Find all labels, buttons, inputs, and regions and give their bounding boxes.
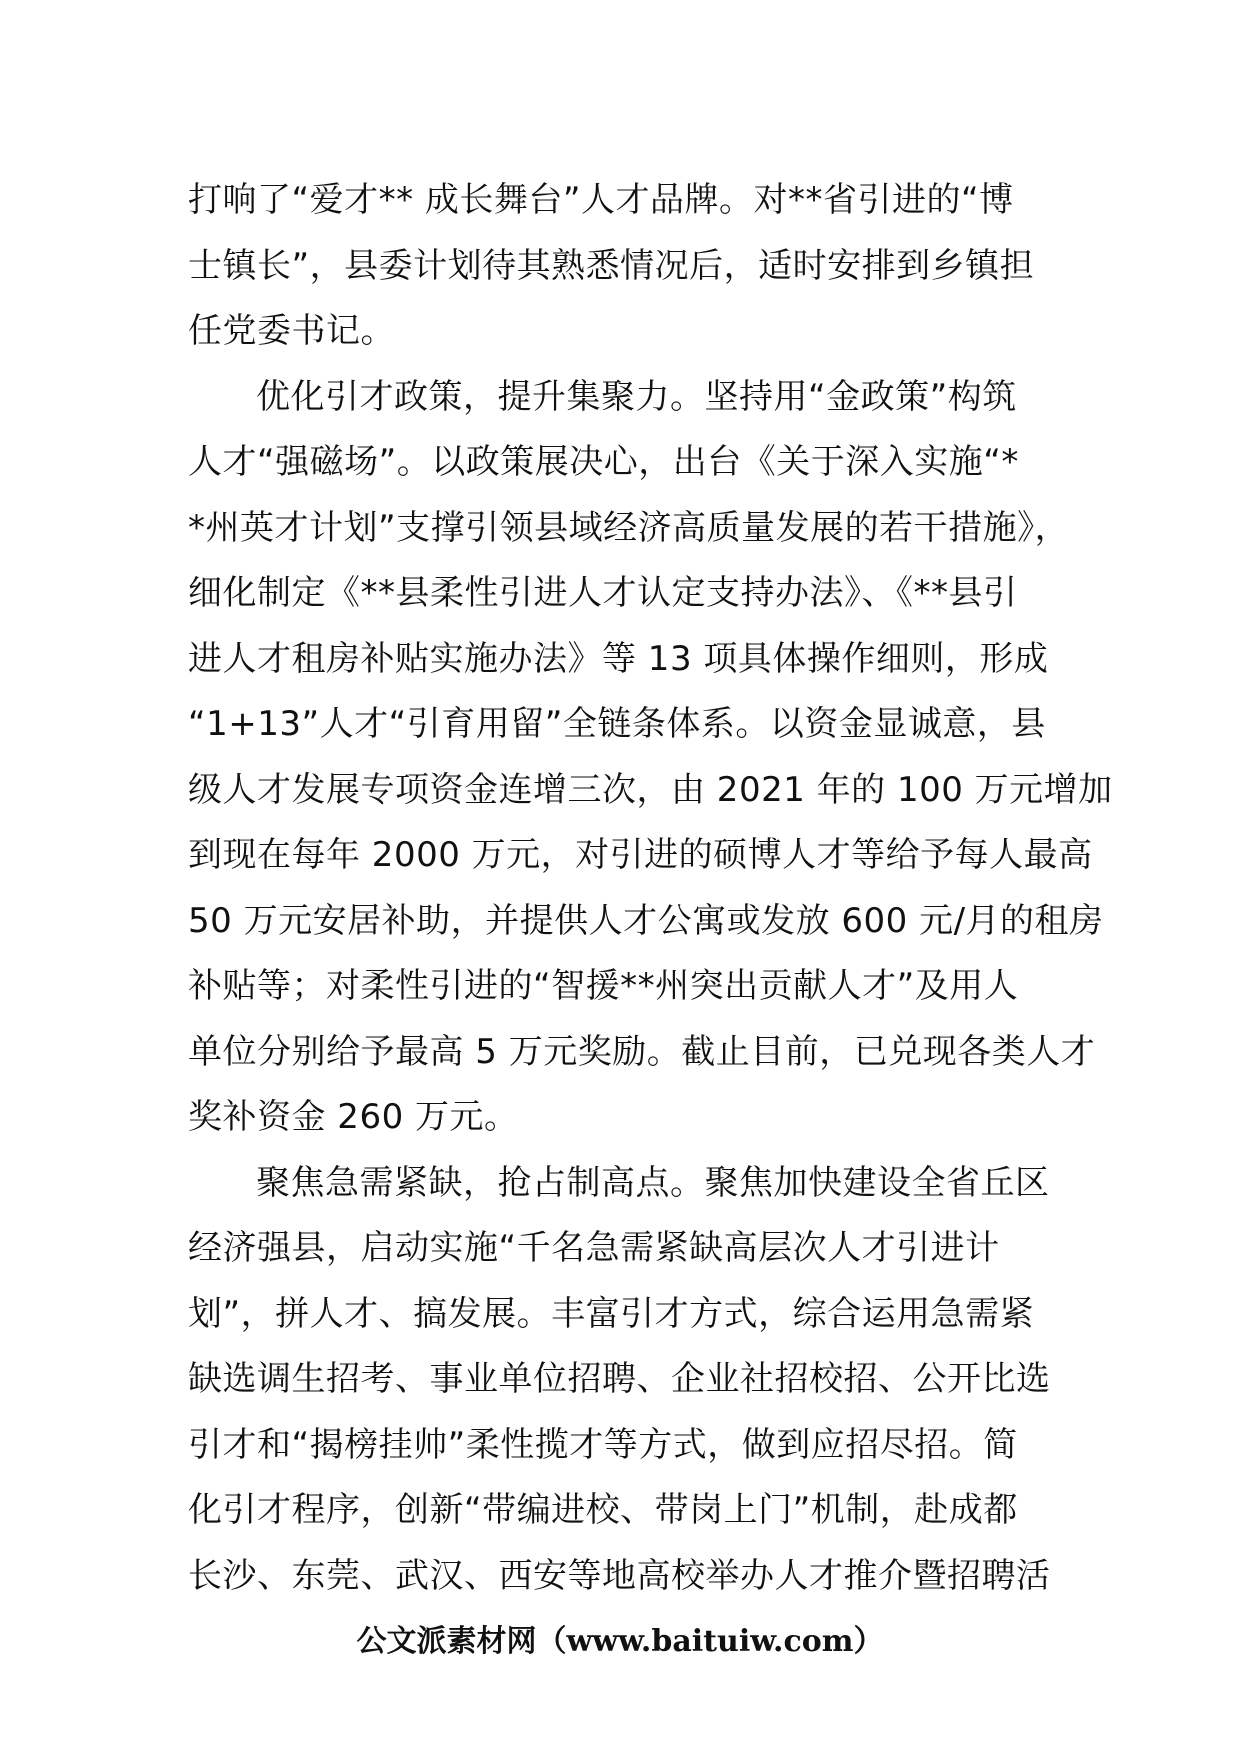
text-line: 单位分别给予最高 5 万元奖励。截止目前，已兑现各类人才 <box>188 1031 1096 1072</box>
text-line: 引才和“揭榜挂帅”柔性揽才等方式，做到应招尽招。简 <box>188 1424 1018 1465</box>
paragraph-start-line: 优化引才政策，提升集聚力。坚持用“金政策”构筑 <box>256 376 1017 417</box>
text-line: 进人才租房补贴实施办法》等 13 项具体操作细则，形成 <box>188 638 1049 679</box>
footer-watermark: 公文派素材网（www.baituiw.com） <box>356 1624 884 1659</box>
text-line: 任党委书记。 <box>188 311 395 351</box>
document-body <box>188 168 1113 1609</box>
text-line: “1+13”人才“引育用留”全链条体系。以资金显诚意，县 <box>188 704 1046 744</box>
text-line: 人才“强磁场”。以政策展决心，出台《关于深入实施“* <box>188 442 1019 482</box>
text-line: 50 万元安居补助，并提供人才公寓或发放 600 元/月的租房 <box>188 900 1104 941</box>
text-line: 细化制定《**县柔性引进人才认定支持办法》、《**县引 <box>188 573 1018 613</box>
paragraph-start-line: 聚焦急需紧缺，抢占制高点。聚焦加快建设全省丘区 <box>256 1162 1050 1203</box>
text-line: 长沙、东莞、武汉、西安等地高校举办人才推介暨招聘活 <box>188 1555 1051 1596</box>
text-line: 缺选调生招考、事业单位招聘、企业社招校招、公开比选 <box>188 1359 1051 1399</box>
text-line: 奖补资金 260 万元。 <box>188 1097 519 1137</box>
text-line: *州英才计划”支撑引领县域经济高质量发展的若干措施》， <box>188 507 1070 548</box>
text-line: 级人才发展专项资金连增三次，由 2021 年的 100 万元增加 <box>188 769 1113 810</box>
text-line: 划”，拼人才、搞发展。丰富引才方式，综合运用急需紧 <box>188 1293 1035 1334</box>
text-line: 经济强县，启动实施“千名急需紧缺高层次人才引进计 <box>188 1228 1000 1268</box>
text-line: 打响了“爱才** 成长舞台”人才品牌。对**省引进的“博 <box>188 180 1014 220</box>
text-line: 补贴等；对柔性引进的“智援**州突出贡献人才”及用人 <box>188 966 1019 1006</box>
text-line: 化引才程序，创新“带编进校、带岗上门”机制，赴成都 <box>188 1490 1018 1530</box>
text-line: 士镇长”，县委计划待其熟悉情况后，适时安排到乡镇担 <box>188 245 1035 286</box>
text-line: 到现在每年 2000 万元，对引进的硕博人才等给予每人最高 <box>188 835 1093 875</box>
